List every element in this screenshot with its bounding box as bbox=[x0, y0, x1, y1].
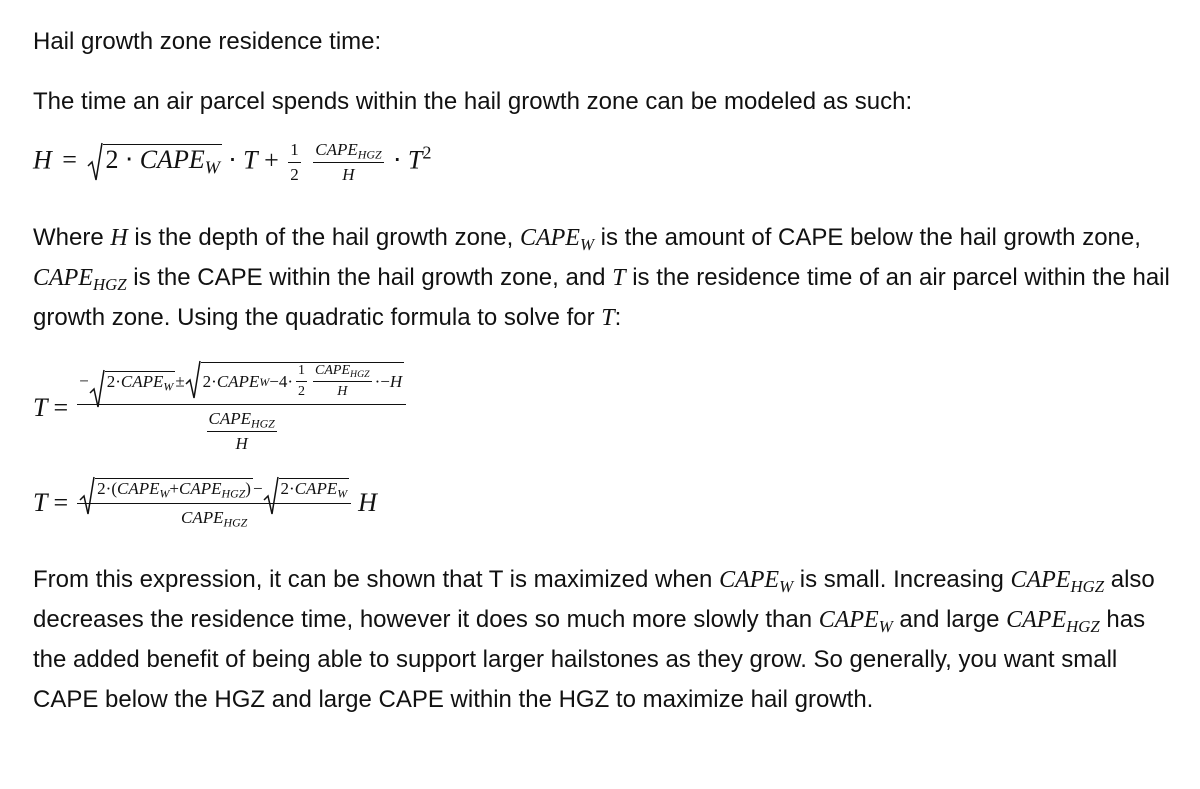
denominator: H bbox=[342, 165, 355, 184]
cape-label: CAPE bbox=[178, 479, 222, 498]
cape-hgz-over-h bbox=[207, 409, 277, 454]
cape-label: CAPE bbox=[818, 607, 879, 633]
dot-op: · bbox=[115, 371, 121, 391]
var-t: T bbox=[612, 265, 626, 291]
hgz-subscript: HGZ bbox=[251, 416, 275, 431]
hgz-subscript: HGZ bbox=[93, 275, 127, 295]
sqrt-term bbox=[89, 371, 176, 392]
numerator: 1 bbox=[288, 140, 301, 163]
dot-op: · bbox=[289, 479, 295, 498]
var-h: H bbox=[110, 225, 128, 251]
numerator bbox=[313, 363, 372, 382]
equation-1 bbox=[33, 140, 431, 185]
dot-op: ⋅ bbox=[124, 145, 134, 175]
heading: Hail growth zone residence time: bbox=[33, 28, 382, 55]
cape-label: CAPE bbox=[1010, 567, 1071, 593]
minus-op: − bbox=[79, 371, 89, 391]
coef-two: 2 bbox=[105, 145, 119, 175]
dot-op: ⋅ bbox=[393, 145, 402, 175]
numerator: 1 bbox=[296, 363, 307, 382]
cape-hgz-over-h bbox=[313, 363, 372, 400]
hgz-subscript: HGZ bbox=[350, 368, 370, 380]
cape-label: CAPE bbox=[719, 567, 780, 593]
equation-3 bbox=[33, 478, 377, 528]
denominator: H bbox=[235, 434, 248, 453]
coef-two: 2 bbox=[202, 371, 212, 391]
w-subscript: W bbox=[159, 486, 170, 501]
sqrt-term bbox=[87, 144, 221, 178]
dot-op: · bbox=[211, 371, 217, 391]
coef-two: 2 bbox=[106, 371, 116, 391]
cape-label: CAPE bbox=[120, 371, 164, 391]
minus-op: − bbox=[380, 371, 390, 391]
plus-op: + bbox=[169, 479, 179, 498]
intro-text: The time an air parcel spends within the hail growth zone can be modeled as such: bbox=[33, 88, 913, 115]
radical-sign bbox=[89, 369, 105, 409]
w-subscript: W bbox=[779, 577, 794, 597]
radical-sign bbox=[79, 476, 95, 516]
numerator bbox=[77, 362, 406, 405]
minus-op: − bbox=[269, 371, 279, 391]
text-span: Where bbox=[33, 224, 111, 251]
var-t: T bbox=[601, 305, 615, 331]
paragraph-definitions bbox=[33, 218, 1173, 338]
var-t: T bbox=[243, 145, 258, 175]
radical-sign bbox=[263, 476, 279, 516]
cape-label: CAPE bbox=[139, 145, 205, 175]
coef-four: 4 bbox=[278, 371, 288, 391]
dot-op: · bbox=[105, 479, 112, 498]
w-subscript: W bbox=[337, 486, 348, 501]
text-span: : bbox=[614, 304, 622, 331]
cape-label: CAPE bbox=[216, 371, 260, 391]
cape-label: CAPE bbox=[33, 265, 93, 291]
cape-label: CAPE bbox=[294, 479, 338, 498]
cape-label: CAPE bbox=[208, 409, 251, 428]
dot-op: · bbox=[287, 371, 293, 391]
equals-sign: = bbox=[53, 488, 69, 517]
cape-hgz-over-h bbox=[313, 140, 383, 185]
paragraph-conclusion bbox=[33, 560, 1173, 720]
numerator bbox=[313, 140, 383, 163]
cape-label: CAPE bbox=[315, 140, 358, 159]
numerator bbox=[77, 478, 351, 504]
w-subscript: W bbox=[163, 379, 174, 394]
denominator: H bbox=[337, 384, 348, 399]
text-span: From this expression, it can be shown that T is maximized when bbox=[33, 566, 720, 593]
dot-op: ⋅ bbox=[228, 145, 237, 175]
denominator bbox=[202, 405, 282, 454]
w-subscript: W bbox=[204, 157, 220, 178]
hgz-subscript: HGZ bbox=[357, 147, 382, 162]
plus-minus-op: ± bbox=[175, 371, 185, 391]
denominator: 2 bbox=[298, 384, 305, 399]
simplified-fraction bbox=[77, 478, 351, 528]
plus-op: + bbox=[264, 145, 279, 175]
left-paren: ( bbox=[111, 479, 117, 498]
text-span: and large bbox=[892, 606, 1007, 633]
radical-sign bbox=[185, 360, 201, 400]
var-h: H bbox=[33, 145, 52, 175]
exponent-two: 2 bbox=[422, 142, 432, 163]
minus-op: − bbox=[252, 479, 263, 498]
text-span: is the residence time of an air parcel within the hail growth zone. Using the quadratic formula to solve for bbox=[33, 264, 1170, 331]
hgz-subscript: HGZ bbox=[221, 486, 246, 501]
denominator bbox=[179, 504, 249, 528]
coef-two: 2 bbox=[280, 479, 290, 498]
w-subscript: W bbox=[579, 235, 594, 255]
cape-label: CAPE bbox=[116, 479, 160, 498]
hgz-subscript: HGZ bbox=[1070, 577, 1105, 597]
equation-2 bbox=[33, 362, 409, 454]
quadratic-fraction bbox=[77, 362, 406, 454]
cape-label: CAPE bbox=[315, 363, 350, 378]
right-paren: ) bbox=[245, 479, 251, 498]
text-span: also decreases the residence time, however it does so much more slowly than bbox=[33, 566, 1155, 633]
hgz-subscript: HGZ bbox=[1066, 617, 1100, 637]
sqrt-term bbox=[263, 478, 350, 499]
var-t: T bbox=[33, 488, 48, 517]
half-fraction bbox=[288, 140, 301, 185]
var-t: T bbox=[33, 393, 48, 422]
coef-two: 2 bbox=[97, 479, 106, 498]
numerator bbox=[207, 409, 277, 432]
sqrt-term bbox=[79, 478, 253, 499]
hgz-subscript: HGZ bbox=[223, 515, 248, 530]
var-t: T bbox=[407, 145, 423, 175]
radical-sign bbox=[87, 142, 103, 182]
w-subscript: W bbox=[878, 617, 893, 637]
text-span: has the added benefit of being able to support larger hailstones as they grow. So generally, you want small CAPE below the HGZ and large CAPE within the HGZ to maximize hail growth. bbox=[33, 606, 1146, 713]
text-span: is the CAPE within the hail growth zone, and bbox=[126, 264, 613, 291]
var-h: H bbox=[389, 371, 403, 391]
cape-label: CAPE bbox=[519, 225, 580, 251]
text-span: is the depth of the hail growth zone, bbox=[127, 224, 520, 251]
text-span: is small. Increasing bbox=[793, 566, 1011, 593]
equals-sign: = bbox=[62, 145, 77, 175]
cape-label: CAPE bbox=[180, 508, 224, 527]
denominator: 2 bbox=[290, 165, 299, 184]
var-h: H bbox=[358, 488, 377, 517]
dot-op: · bbox=[374, 371, 381, 391]
equals-sign: = bbox=[53, 393, 69, 422]
sqrt-discriminant: 2 · CAPE W − 4 · $\frac{1}{2}$ $\frac{CAPE_{HGZ}}{H}$ · − H bbox=[185, 362, 405, 400]
cape-label: CAPE bbox=[1006, 607, 1067, 633]
half-fraction bbox=[296, 363, 307, 400]
text-span: is the amount of CAPE below the hail growth zone, bbox=[593, 224, 1141, 251]
